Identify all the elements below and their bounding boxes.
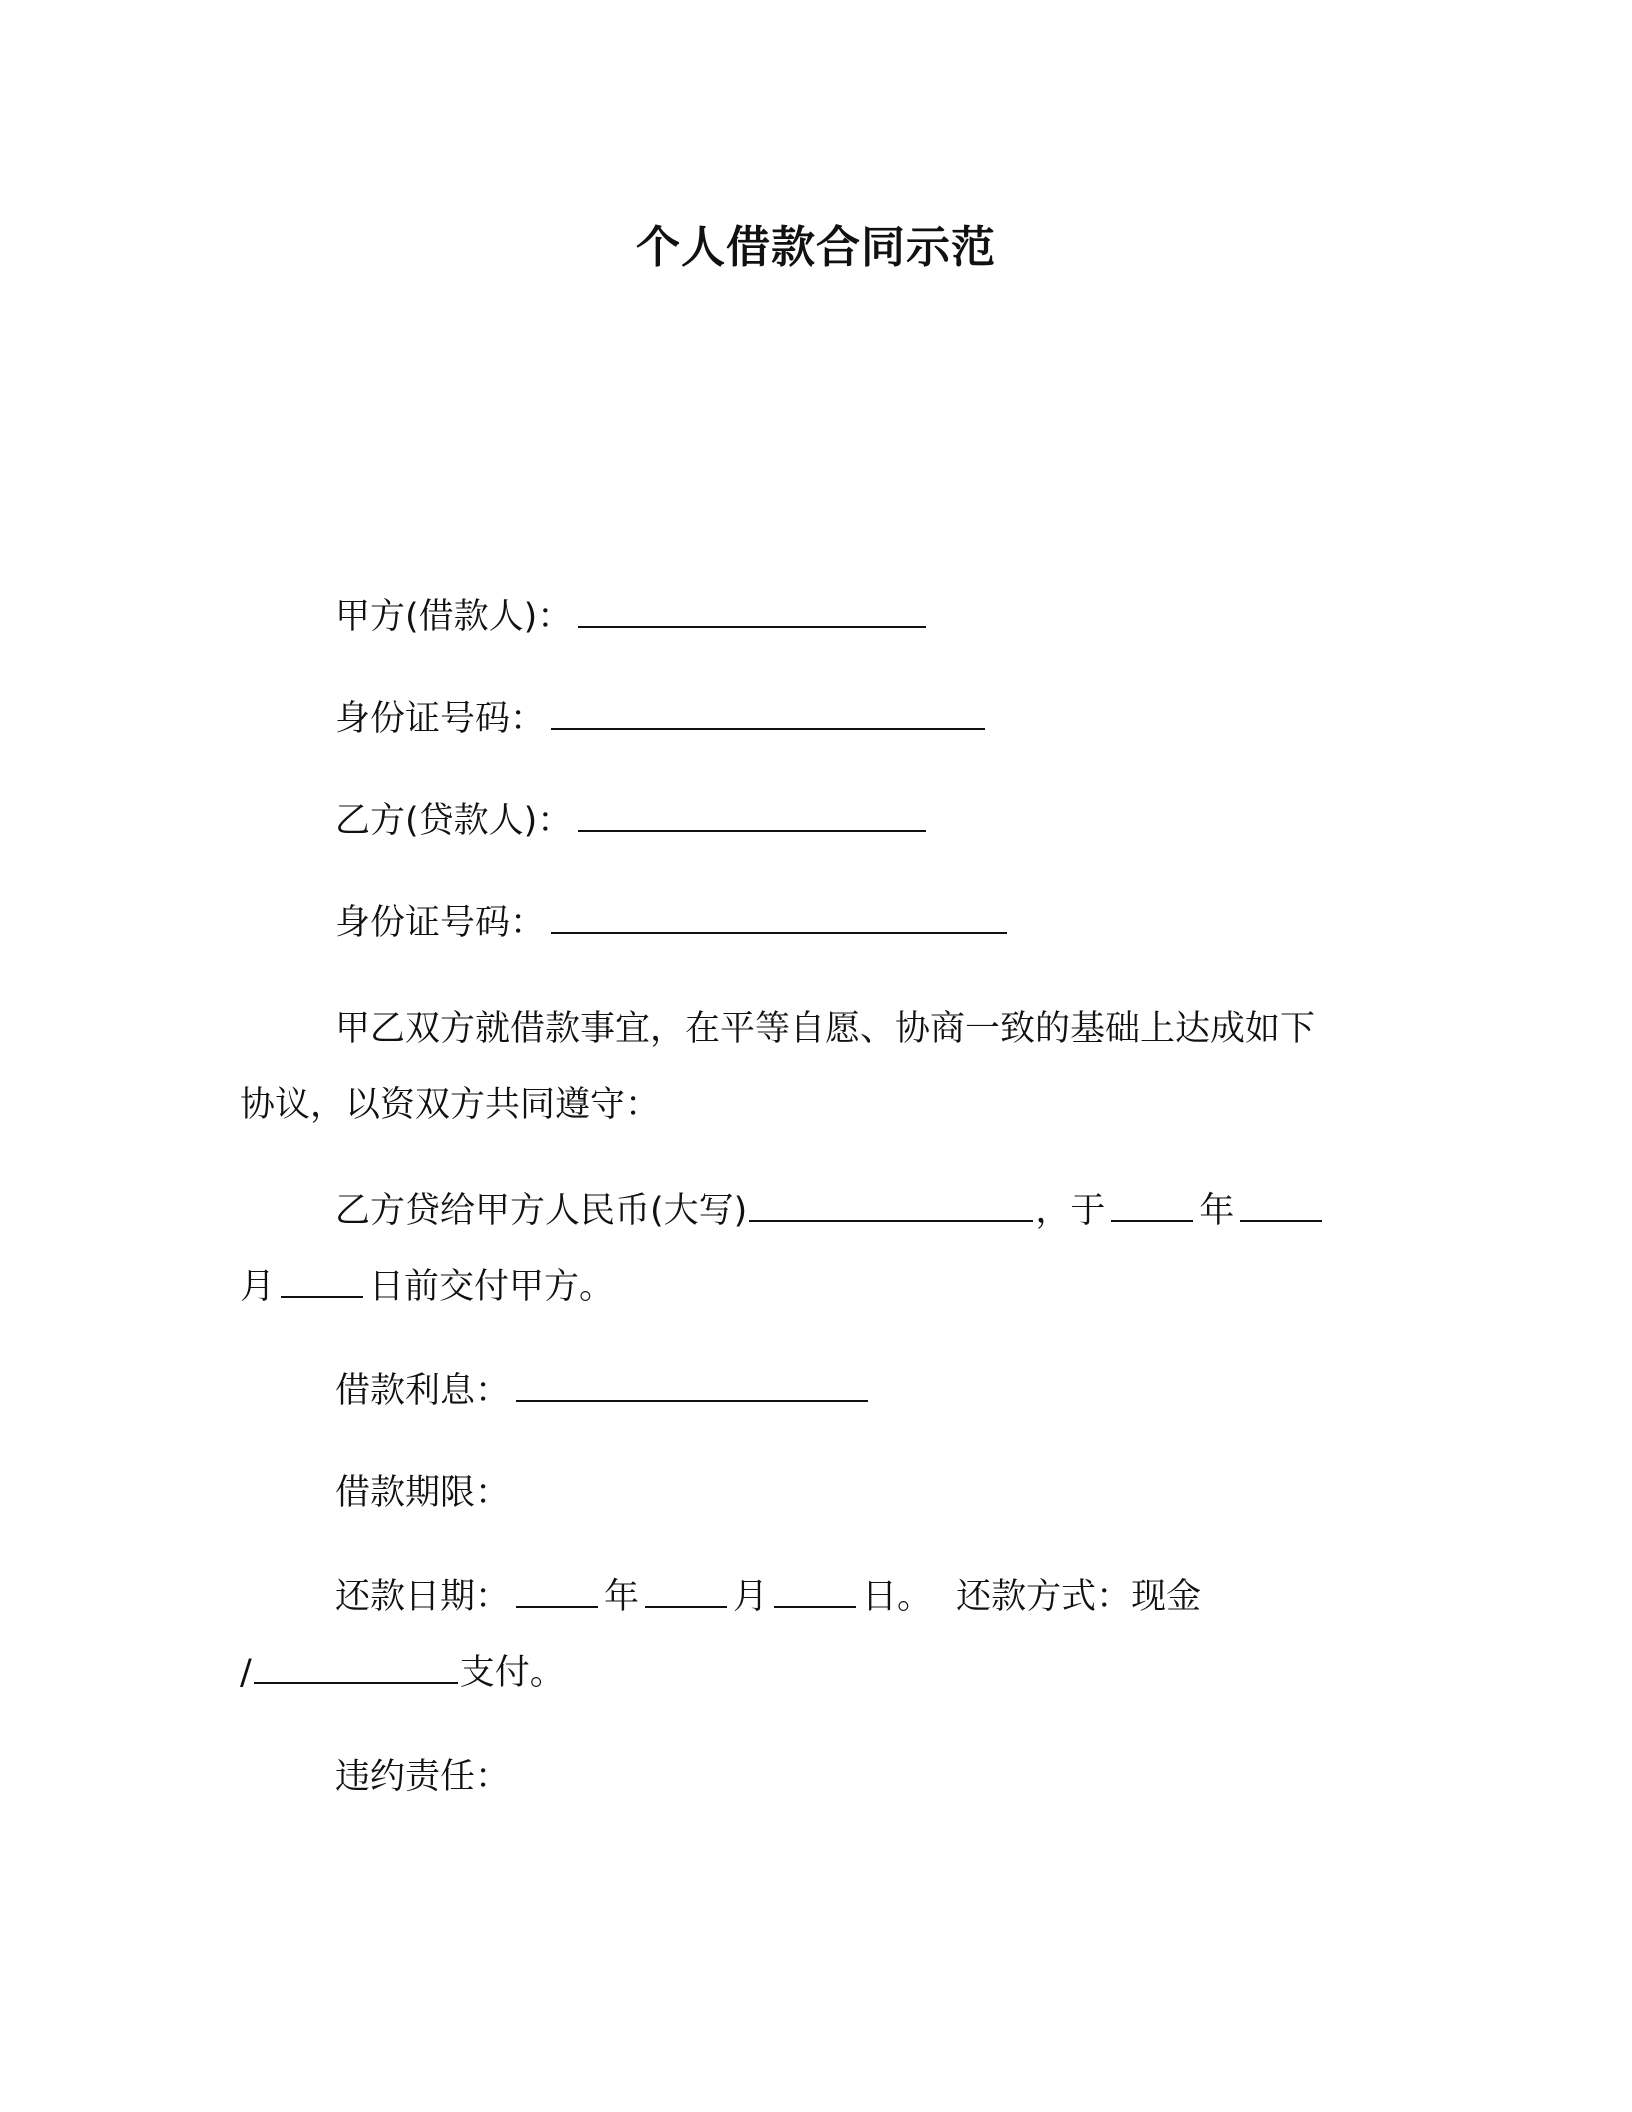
loan-year-blank[interactable] [1111,1186,1193,1222]
loan-day-blank[interactable] [281,1262,363,1298]
party-a-line [335,592,932,642]
repay-day-label: 日。 [862,1577,933,1617]
party-a-id-label: 身份证号码： [335,699,546,739]
interest-blank[interactable] [516,1366,868,1402]
document-title: 个人借款合同示范 [636,222,996,273]
payment-method-blank[interactable] [254,1648,458,1684]
payment-line [240,1648,565,1698]
loan-amount-line [335,1186,1328,1236]
term-line [335,1468,510,1518]
loan-month-blank[interactable] [1240,1186,1322,1222]
party-b-label: 乙方(贷款人)： [335,801,573,841]
term-label: 借款期限： [335,1473,511,1513]
loan-month-label: 月 [240,1267,276,1307]
interest-line [335,1366,874,1416]
loan-year-label: 年 [1199,1191,1235,1231]
repay-year-blank[interactable] [516,1572,598,1608]
loan-date-line [240,1262,614,1312]
repay-date-line [335,1572,1201,1622]
repay-label: 还款日期： [335,1577,511,1617]
loan-text-1: 乙方贷给甲方人民币(大写) [335,1191,748,1231]
repay-month-label: 月 [733,1577,769,1617]
party-b-name-blank[interactable] [578,796,926,832]
agreement-line-1: 甲乙双方就借款事宜，在平等自愿、协商一致的基础上达成如下 [335,1009,1316,1049]
party-a-id-line [335,694,991,744]
breach-label: 违约责任： [335,1757,511,1797]
party-b-line [335,796,932,846]
repay-day-blank[interactable] [774,1572,856,1608]
party-b-id-line [335,898,1013,948]
breach-line [335,1752,510,1802]
party-b-id-label: 身份证号码： [335,903,546,943]
repay-month-blank[interactable] [645,1572,727,1608]
repay-year-label: 年 [604,1577,640,1617]
repay-method-label: 还款方式：现金 [956,1577,1202,1617]
interest-label: 借款利息： [335,1371,511,1411]
loan-text-3: 日前交付甲方。 [369,1267,615,1307]
party-a-label: 甲方(借款人)： [335,597,573,637]
loan-text-2: ，于 [1035,1191,1106,1231]
party-b-id-blank[interactable] [551,898,1007,934]
payment-slash: / [240,1653,252,1693]
party-a-id-blank[interactable] [551,694,985,730]
payment-suffix: 支付。 [459,1653,565,1693]
agreement-line-2: 协议，以资双方共同遵守： [240,1085,661,1125]
party-a-name-blank[interactable] [578,592,926,628]
loan-amount-blank[interactable] [749,1186,1033,1222]
